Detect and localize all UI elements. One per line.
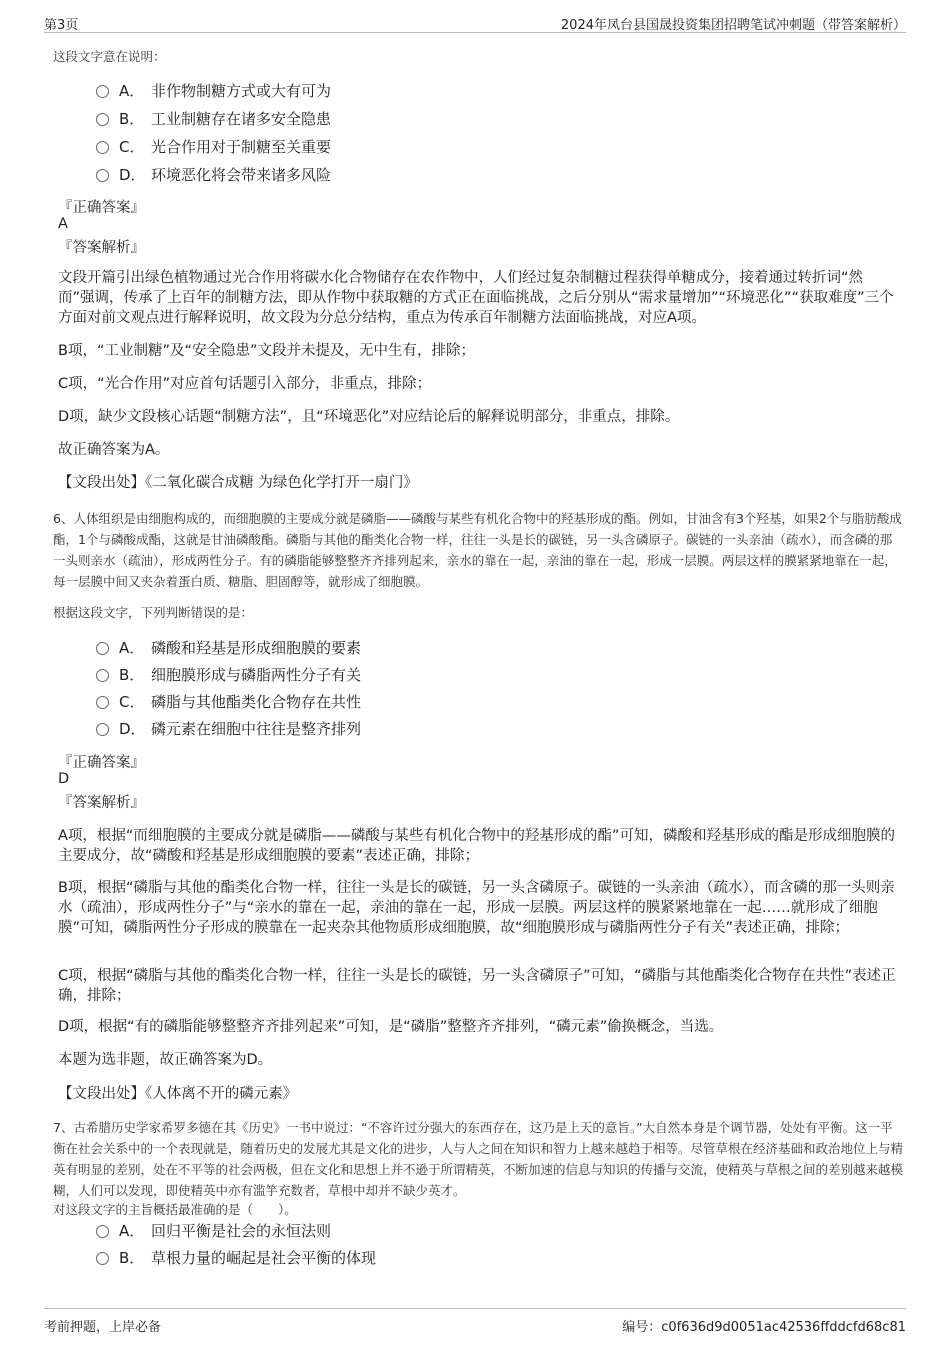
radio-icon[interactable] [96,169,109,182]
q5-option-d[interactable] [96,164,331,186]
option-key: B． [119,110,145,128]
q6-option-a[interactable] [96,637,361,659]
option-text: 草根力量的崛起是社会平衡的体现 [151,1249,377,1267]
radio-icon[interactable] [96,696,109,709]
option-key: C． [119,693,145,711]
q7-option-b[interactable] [96,1247,376,1269]
q6-analysis-2: B项，根据“磷脂与其他的酯类化合物一样，往往一头是长的碳链，另一头含磷原子。碳链的一头亲油（疏水），而含磷的那一头则亲水（疏油），形成两性分子”与“亲水的靠在一起，亲油的靠在一起，形成一层膜。两层这样的膜紧紧地靠在一起……就形成了细胞膜”可知，磷脂两性分子形成的膜靠在一起夹杂其他物质形成细胞膜，故“细胞膜形成与磷脂两性分子有关”表述正确，排除； [58,880,895,936]
radio-icon[interactable] [96,85,109,98]
radio-icon[interactable] [96,1252,109,1265]
option-key: D． [119,166,146,184]
radio-icon[interactable] [96,642,109,655]
document-id: 编号：c0f636d9d0051ac42536ffddcfd68c81 [622,1320,906,1335]
q5-analysis-1: 文段开篇引出绿色植物通过光合作用将碳水化合物储存在农作物中，人们经过复杂制糖过程获得单糖成分，接着通过转折词“然而”强调，传承了上百年的制糖方法，即从作物中获取糖的方式正在面临挑战，之后分别从“需求量增加”“环境恶化”“获取难度”三个方面对前文观点进行解释说明，故文段为分总分结构，重点为传承百年制糖方法面临挑战，对应A项。 [58,270,894,326]
radio-icon[interactable] [96,141,109,154]
q5-analysis-5: 故正确答案为A。 [58,442,170,458]
q5-analysis-2: B项，“工业制糖”及“安全隐患”文段并未提及，无中生有，排除； [58,343,475,359]
option-key: C． [119,138,145,156]
option-key: B． [119,1249,145,1267]
q6-prompt: 根据这段文字，下列判断错误的是： [53,605,254,620]
option-text: 磷脂与其他酯类化合物存在共性 [151,693,362,711]
option-text: 细胞膜形成与磷脂两性分子有关 [151,666,362,684]
q6-stem: 6、人体组织是由细胞构成的，而细胞膜的主要成分就是磷脂——磷酸与某些有机化合物中的羟基形成的酯。例如，甘油含有3个羟基，如果2个与脂肪酸成酯，1个与磷酸成酯，这就是甘油磷酸酯。磷脂与其他的酯类化合物一样，往往一头是长的碳链，另一头含磷原子。碳链的一头亲油（疏水），而含磷的那一头则亲水（疏油），形成两性分子。有的磷脂能够整整齐齐排列起来，亲水的靠在一起，亲油的靠在一起，形成一层膜。两层这样的膜紧紧地靠在一起，每一层膜中间又夹杂着蛋白质、糖脂、胆固醇等，就形成了细胞膜。 [53,511,902,589]
q6-analysis-label: 『答案解析』 [58,795,145,811]
radio-icon[interactable] [96,723,109,736]
option-key: B． [119,666,145,684]
q6-analysis-5: 本题为选非题，故正确答案为D。 [58,1052,273,1068]
q5-source: 【文段出处】《二氧化碳合成糖 为绿色化学打开一扇门》 [58,475,418,491]
q6-analysis-3: C项，根据“磷脂与其他的酯类化合物一样，往往一头是长的碳链，另一头含磷原子”可知，“磷脂与其他酯类化合物存在共性”表述正确，排除； [58,968,896,1004]
q5-option-c[interactable] [96,136,331,158]
option-text: 工业制糖存在诸多安全隐患 [151,110,332,128]
q5-analysis-label: 『答案解析』 [58,240,145,256]
option-key: A． [119,82,145,100]
q7-prompt: 对这段文字的主旨概括最准确的是（ ）。 [53,1202,297,1217]
q7-stem: 7、古希腊历史学家希罗多德在其《历史》一书中说过：“不容许过分强大的东西存在，这乃是上天的意旨。”大自然本身是个调节器，处处有平衡。这一平衡在社会关系中的一个表现就是，随着历史的发展尤其是文化的进步，人与人之间在知识和智力上越来越趋于相等。尽管草根在经济基础和政治地位上与精英有明显的差别，处在不平等的社会两极，但在文化和思想上并不逊于所谓精英，不断加速的信息与知识的传播与交流，使精英与草根之间的差别越来越模糊，人们可以发现，即使精英中亦有滥竽充数者，草根中却并不缺少英才。 [53,1120,904,1198]
option-key: D． [119,720,146,738]
q6-answer: D [58,771,70,787]
page-number: 第3页 [44,18,79,33]
radio-icon[interactable] [96,669,109,682]
option-text: 环境恶化将会带来诸多风险 [151,166,332,184]
page-header [44,10,906,33]
q6-option-c[interactable] [96,691,361,713]
q6-source: 【文段出处】《人体离不开的磷元素》 [58,1086,298,1102]
option-key: A． [119,639,145,657]
option-text: 磷酸和羟基是形成细胞膜的要素 [151,639,362,657]
q6-option-d[interactable] [96,718,361,740]
q5-prompt: 这段文字意在说明： [53,49,166,64]
q5-answer: A [58,216,68,232]
page-footer [44,1308,906,1339]
document-title: 2024年凤台县国晟投资集团招聘笔试冲刺题（带答案解析） [560,18,906,33]
radio-icon[interactable] [96,1225,109,1238]
q6-analysis-1: A项，根据“而细胞膜的主要成分就是磷脂——磷酸与某些有机化合物中的羟基形成的酯”可知，磷酸和羟基形成的酯是形成细胞膜的主要成分，故“磷酸和羟基是形成细胞膜的要素”表述正确，排除； [58,828,895,864]
option-text: 非作物制糖方式或大有可为 [151,82,332,100]
option-text: 光合作用对于制糖至关重要 [151,138,332,156]
footer-slogan: 考前押题，上岸必备 [44,1320,162,1335]
q5-analysis-3: C项，“光合作用”对应首句话题引入部分，非重点，排除； [58,376,432,392]
q5-answer-label: 『正确答案』 [58,200,145,216]
q5-option-b[interactable] [96,108,331,130]
q6-answer-label: 『正确答案』 [58,755,145,771]
option-text: 回归平衡是社会的永恒法则 [151,1222,332,1240]
q7-option-a[interactable] [96,1220,331,1242]
q5-option-a[interactable] [96,80,331,102]
q6-option-b[interactable] [96,664,361,686]
radio-icon[interactable] [96,113,109,126]
q6-analysis-4: D项，根据“有的磷脂能够整整齐齐排列起来”可知，是“磷脂”整整齐齐排列，“磷元素”偷换概念，当选。 [58,1019,724,1035]
option-key: A． [119,1222,145,1240]
option-text: 磷元素在细胞中往往是整齐排列 [151,720,362,738]
q5-analysis-4: D项，缺少文段核心话题“制糖方法”，且“环境恶化”对应结论后的解释说明部分，非重点，排除。 [58,409,680,425]
